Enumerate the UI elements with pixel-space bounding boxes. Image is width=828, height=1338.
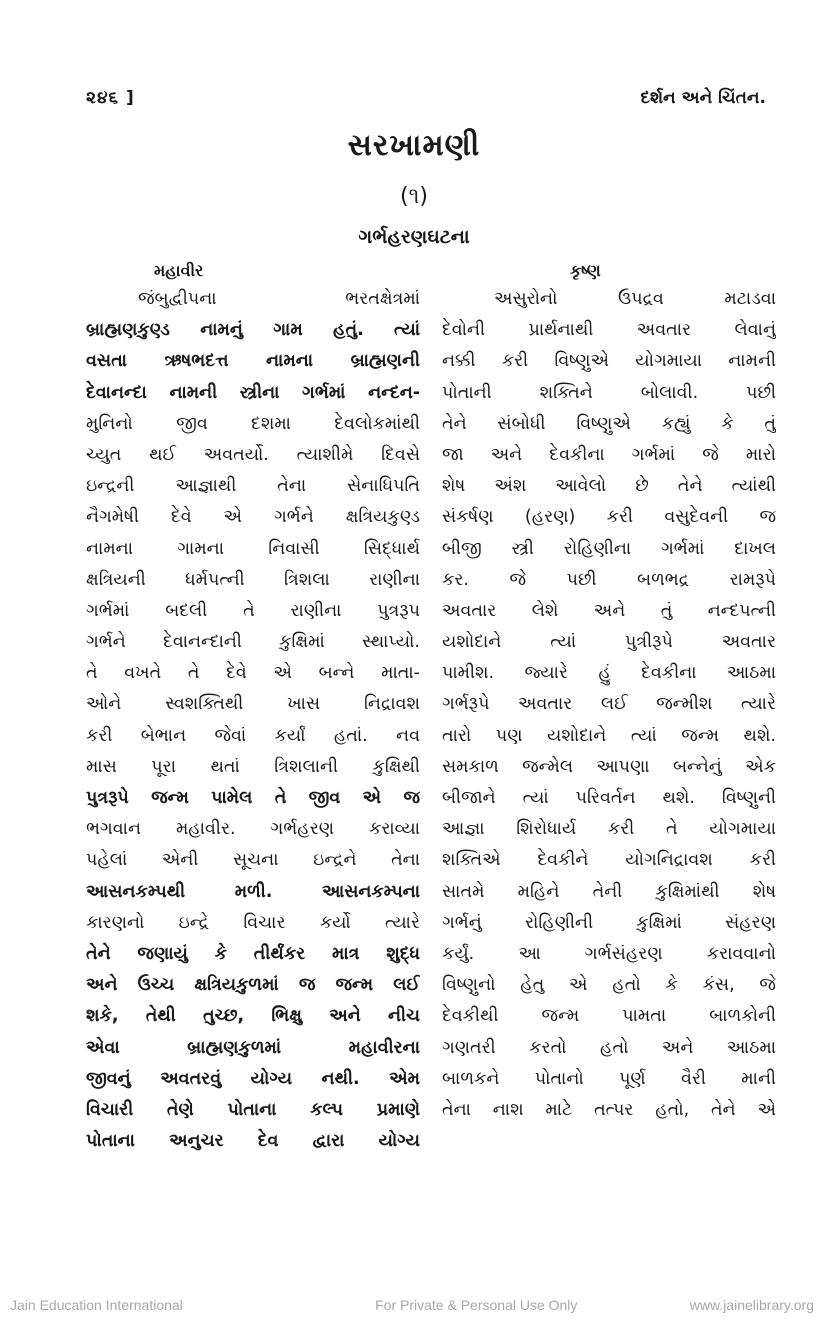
text-line: અસુરોનો ઉપદ્રવ મટાડવા (494, 289, 776, 309)
page-number: ૨૪૬ ] (86, 88, 135, 108)
text-line: નૈગમેષી દેવે એ ગર્ભને ક્ષત્રિયકુણ્ડ (86, 507, 420, 528)
text-line: એવા બ્રાહ્મણકુળમાં મહાવીરના (86, 1037, 420, 1058)
text-line: શકે, તેથી તુચ્છ, ભિક્ષુ અને નીચ (86, 1006, 420, 1027)
text-line: ગણતરી કરતો હતો અને આઠમા (442, 1037, 776, 1058)
text-line: માસ પૂરા થતાં ત્રિશલાની કુક્ષિથી (86, 756, 420, 777)
text-line: ઓને સ્વશક્તિથી ખાસ નિદ્રાવશ (86, 694, 420, 715)
text-line: શક્તિએ દેવકીને યોગનિદ્રાવશ કરી (442, 850, 776, 871)
text-line: દેવાનન્દા નામની સ્ત્રીના ગર્ભમાં નન્દન- (86, 382, 420, 403)
text-line: બીજી સ્ત્રી રોહિણીના ગર્ભમાં દાખલ (442, 538, 776, 559)
text-line: નક્કી કરી વિષ્ણુએ યોગમાયા નામની (442, 351, 776, 372)
chapter-title: સરખામણી (347, 128, 481, 163)
text-line: ગર્ભને દેવાનન્દાની કુક્ષિમાં સ્થાપ્યો. (86, 632, 420, 653)
text-line: શેષ અંશ આવેલો છે તેને ત્યાંથી (442, 476, 776, 497)
text-line: નામના ગામના નિવાસી સિદ્ધાર્થ (86, 538, 420, 559)
section-title: ગર્ભહરણઘટના (358, 226, 470, 248)
text-line: તે વખતે તે દેવે એ બન્ને માતા- (86, 663, 420, 684)
text-line: ગર્ભમાં બદલી તે રાણીના પુત્રરૂપ (86, 600, 420, 621)
text-line: બીજાને ત્યાં પરિવર્તન થશે. વિષ્ણુની (442, 788, 776, 808)
text-line: પુત્રરૂપે જન્મ પામેલ તે જીવ એ જ (86, 788, 420, 808)
page-footer (10, 1297, 814, 1313)
text-line: કર. જે પછી બળભદ્ર રામરૂપે (442, 569, 776, 590)
text-line: આજ્ઞા શિરોધાર્ય કરી તે યોગમાયા (442, 819, 776, 840)
footer-usage-notice: For Private & Personal Use Only (375, 1297, 578, 1313)
book-title: દર્શન અને ચિંતન. (640, 88, 766, 108)
text-line: ઇન્દ્રની આજ્ઞાથી તેના સેનાધિપતિ (86, 476, 420, 497)
text-line: પહેલાં એની સૂચના ઇન્દ્રને તેના (86, 850, 420, 871)
text-line: દેવોની પ્રાર્થનાથી અવતાર લેવાનું (442, 320, 776, 341)
text-line: જંબુદ્વીપના ભરતક્ષેત્રમાં (138, 289, 420, 309)
column-heading-mahavir: મહાવીર (154, 261, 204, 280)
column-krishna (442, 258, 776, 1126)
text-line: સાતમે મહિને તેની કુક્ષિમાંથી શેષ (442, 881, 776, 902)
text-line: દેવકીથી જન્મ પામતા બાળકોની (442, 1006, 776, 1027)
text-line: આસનકમ્પથી મળી. આસનકમ્પના (86, 881, 420, 902)
footer-website-link[interactable]: www.jainelibrary.org (689, 1297, 814, 1313)
text-line: અવતાર લેશે અને તું નન્દપત્ની (442, 600, 776, 621)
text-line: ગર્ભરૂપે અવતાર લઈ જન્મીશ ત્યારે (442, 694, 776, 715)
section-number: (૧) (400, 184, 428, 209)
text-line: કરી બેભાન જેવાં કર્યાં હતાં. નવ (86, 725, 420, 746)
text-line: જીવનું અવતરવું યોગ્ય નથી. એમ (86, 1068, 420, 1089)
text-line: વસતા ઋષભદત્ત નામના બ્રાહ્મણની (86, 351, 420, 372)
text-line: કારણનો ઇન્દ્રે વિચાર કર્યો ત્યારે (86, 912, 420, 933)
text-line: તારો પણ યશોદાને ત્યાં જન્મ થશે. (442, 725, 776, 746)
column-mahavir (86, 258, 420, 1157)
text-line: ભગવાન મહાવીર. ગર્ભહરણ કરાવ્યા (86, 819, 420, 840)
text-line: તેના નાશ માટે તત્પર હતો, તેને એ (442, 1099, 776, 1120)
text-line: બાળકને પોતાનો પૂર્ણ વૈરી માની (442, 1068, 776, 1089)
running-head (86, 86, 766, 110)
text-line: સમકાળ જન્મેલ આપણા બન્નેનું એક (442, 756, 776, 777)
text-line: ગર્ભનું રોહિણીની કુક્ષિમાં સંહરણ (442, 912, 776, 933)
text-line: બ્રાહ્મણકુણ્ડ નામનું ગામ હતું. ત્યાં (86, 320, 420, 341)
text-line: ક્ષત્રિયની ધર્મપત્ની ત્રિશલા રાણીના (86, 569, 420, 590)
text-line: પોતાની શક્તિને બોલાવી. પછી (442, 382, 776, 403)
column-heading-krishna: કૃષ્ણ (570, 261, 601, 280)
text-line: અને ઉચ્ચ ક્ષત્રિયકુળમાં જ જન્મ લઈ (86, 975, 420, 996)
text-line: પામીશ. જ્યારે હું દેવકીના આઠમા (442, 663, 776, 684)
text-line: કર્યું. આ ગર્ભસંહરણ કરાવવાનો (442, 943, 776, 964)
text-line: મુનિનો જીવ દશમા દેવલોકમાંથી (86, 413, 420, 434)
text-line: યશોદાને ત્યાં પુત્રીરૂપે અવતાર (442, 632, 776, 653)
text-line: પોતાના અનુચર દેવ દ્વારા યોગ્ય (86, 1131, 420, 1152)
footer-publisher: Jain Education International (10, 1297, 183, 1313)
text-line: વિષ્ણુનો હેતુ એ હતો કે કંસ, જે (442, 975, 776, 996)
text-line: સંકર્ષણ (હરણ) કરી વસુદેવની જ (442, 507, 776, 528)
text-line: ચ્યુત થઈ અવતર્યો. ત્યાશીમે દિવસે (86, 444, 420, 465)
text-line: વિચારી તેણે પોતાના કલ્પ પ્રમાણે (86, 1099, 420, 1120)
text-line: તેને જણાયું કે તીર્થંકર માત્ર શુદ્ધ (86, 943, 420, 964)
text-line: જા અને દેવકીના ગર્ભમાં જે મારો (442, 444, 776, 465)
text-line: તેને સંબોધી વિષ્ણુએ કહ્યું કે તું (442, 413, 776, 434)
